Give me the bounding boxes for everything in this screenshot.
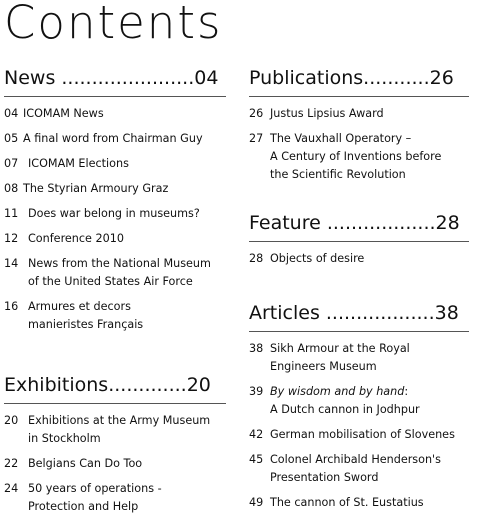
entry-title: Justus Lipsius Award: [270, 107, 384, 120]
entry-title: Belgians Can Do Too: [28, 457, 143, 470]
page-number: 05: [4, 132, 19, 145]
toc-entry[interactable]: [4, 255, 226, 291]
toc-entry[interactable]: [249, 383, 469, 419]
section-articles: [249, 301, 469, 519]
page-number: 28: [249, 252, 264, 265]
toc-entry[interactable]: [4, 105, 226, 123]
page-number: 14: [4, 257, 19, 270]
entry-title: The Styrian Armoury Graz: [23, 182, 169, 195]
page-number: 11: [4, 207, 19, 220]
section-heading-feature: Feature ..................28: [249, 211, 469, 242]
section-publications: [249, 66, 469, 191]
page-number: 07: [4, 157, 19, 170]
entry-title-continued: manieristes Français: [28, 318, 144, 331]
page-number: 12: [4, 232, 19, 245]
page-title: Contents: [4, 0, 223, 49]
page-number: 26: [249, 107, 264, 120]
entry-title: 50 years of operations -: [28, 482, 162, 495]
entry-title-continued: Protection and Help: [28, 500, 139, 513]
toc-entry[interactable]: [4, 480, 226, 516]
section-heading-articles: Articles ..................38: [249, 301, 469, 332]
section-news: [4, 66, 226, 341]
entry-title: Sikh Armour at the Royal: [270, 342, 410, 355]
entry-title-continued: in Stockholm: [28, 432, 101, 445]
page-number: 38: [249, 342, 264, 355]
entry-title-colon: :: [404, 385, 409, 398]
toc-entry[interactable]: [249, 340, 469, 376]
toc-entry[interactable]: [4, 205, 226, 223]
toc-entry[interactable]: [4, 230, 226, 248]
page-number: 08: [4, 182, 19, 195]
page-number: 42: [249, 428, 264, 441]
entry-title-continued: Presentation Sword: [270, 471, 379, 484]
page-number: 20: [4, 414, 19, 427]
toc-entry[interactable]: [4, 180, 226, 198]
entry-title: Does war belong in museums?: [28, 207, 200, 220]
page-number: 39: [249, 385, 264, 398]
toc-entry[interactable]: [249, 105, 469, 123]
entry-title-line: [270, 383, 469, 401]
toc-entry[interactable]: [249, 451, 469, 487]
toc-entry[interactable]: [4, 455, 226, 473]
entry-title: The cannon of St. Eustatius: [270, 496, 424, 509]
toc-entry[interactable]: [4, 298, 226, 334]
section-exhibitions: [4, 373, 226, 523]
toc-entry[interactable]: [249, 494, 469, 512]
toc-entry[interactable]: [4, 155, 226, 173]
toc-entry[interactable]: [249, 250, 469, 268]
page-number: 22: [4, 457, 19, 470]
section-feature: [249, 211, 469, 275]
entry-title: Armures et decors: [28, 300, 131, 313]
entry-title: Objects of desire: [270, 252, 365, 265]
entry-title-continued: the Scientific Revolution: [270, 168, 406, 181]
page-number: 16: [4, 300, 19, 313]
entry-title: Exhibitions at the Army Museum: [28, 414, 211, 427]
section-heading-exhibitions: Exhibitions.............20: [4, 373, 226, 404]
entry-title-italic: By wisdom and by hand: [270, 385, 405, 398]
entry-title-continued: A Dutch cannon in Jodhpur: [270, 403, 420, 416]
section-heading-news: News ......................04: [4, 66, 226, 97]
entry-title-continued: A Century of Inventions before: [270, 150, 442, 163]
entry-title-continued: Engineers Museum: [270, 360, 377, 373]
page-number: 27: [249, 132, 264, 145]
entry-title: German mobilisation of Slovenes: [270, 428, 455, 441]
toc-entry[interactable]: [249, 130, 469, 184]
entry-title: Colonel Archibald Henderson's: [270, 453, 441, 466]
entry-title: ICOMAM Elections: [28, 157, 129, 170]
entry-title: A final word from Chairman Guy: [23, 132, 203, 145]
toc-entry[interactable]: [4, 130, 226, 148]
entry-title: ICOMAM News: [23, 107, 104, 120]
page-number: 24: [4, 482, 19, 495]
page-number: 04: [4, 107, 19, 120]
entry-title: The Vauxhall Operatory –: [270, 132, 412, 145]
entry-title: Conference 2010: [28, 232, 124, 245]
page-number: 45: [249, 453, 264, 466]
toc-entry[interactable]: [249, 426, 469, 444]
toc-entry[interactable]: [4, 412, 226, 448]
page-number: 49: [249, 496, 264, 509]
entry-title-continued: of the United States Air Force: [28, 275, 193, 288]
entry-title: News from the National Museum: [28, 257, 211, 270]
section-heading-publications: Publications...........26: [249, 66, 469, 97]
